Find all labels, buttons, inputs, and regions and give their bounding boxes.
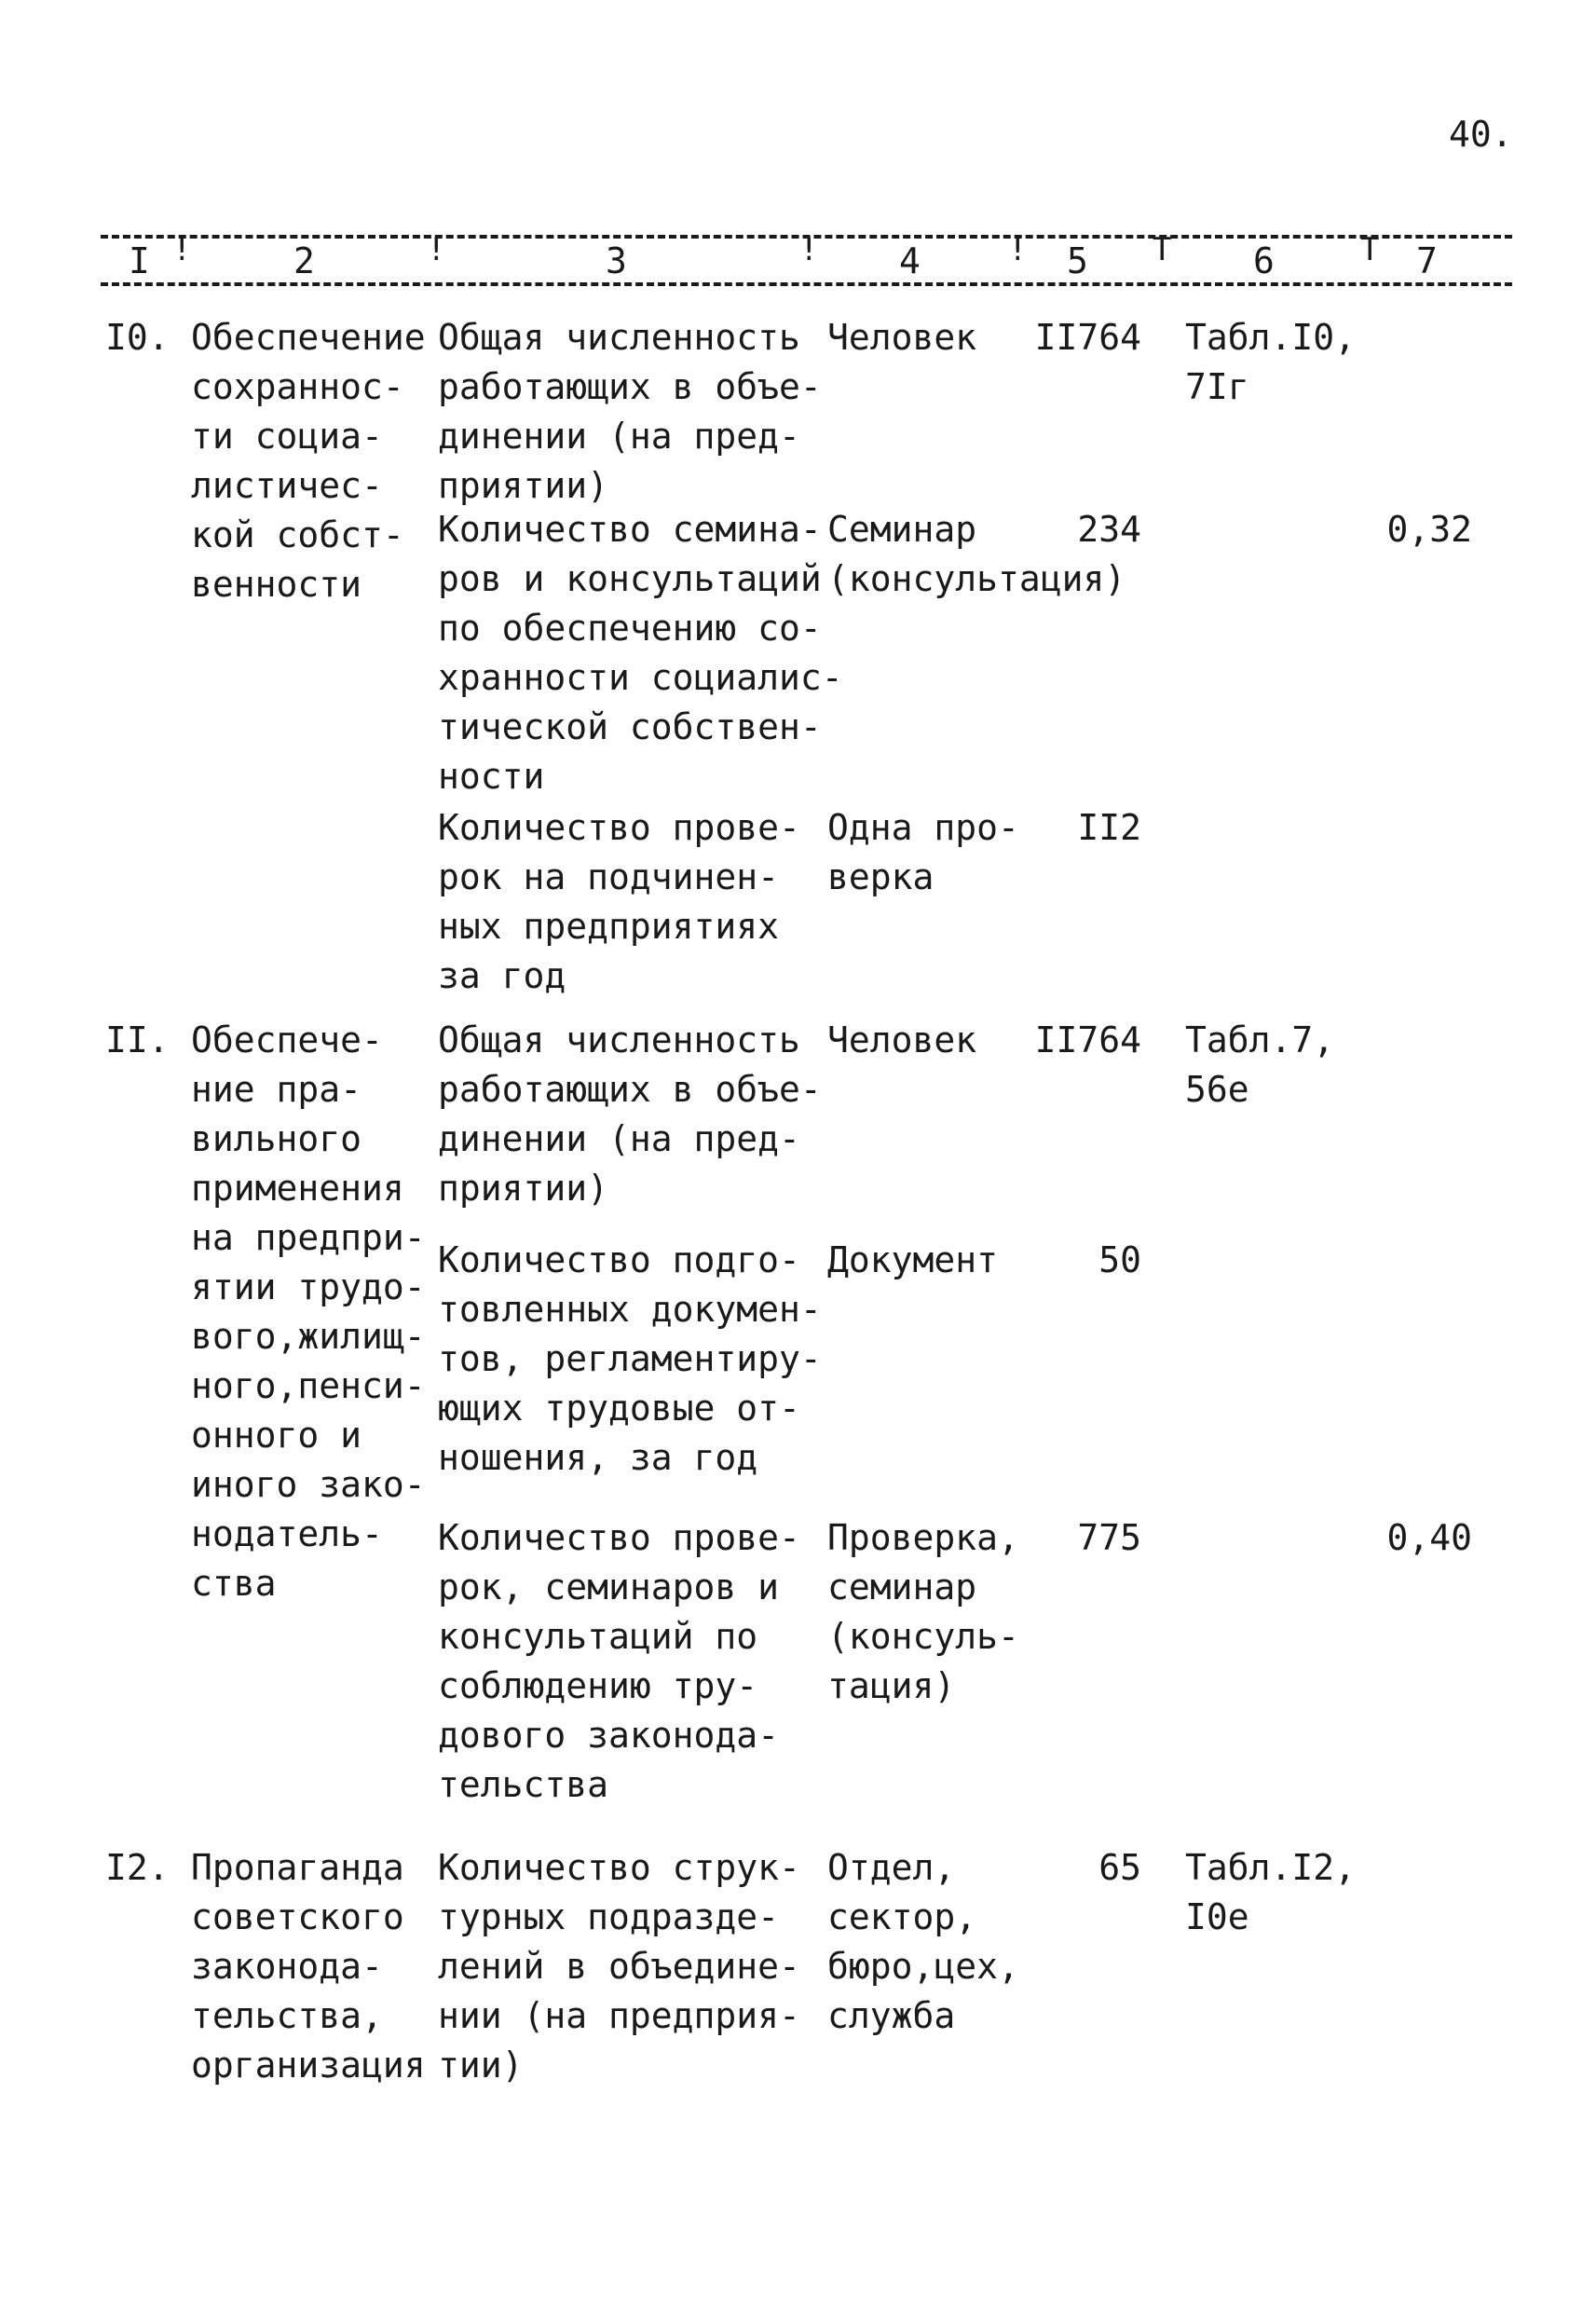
value-text: 775 [1077,1517,1141,1558]
indicator-text: Количество семина- ров и консультаций по обеспечению со- хранности социалис- тической собствен- ности [438,509,843,797]
unit-text: Одна про- верка [827,807,1019,897]
column-header-5: 5 [1067,240,1088,281]
value-text: II764 [1034,1019,1141,1060]
unit-text: Человек [827,317,977,358]
indicator-text: Количество прове- рок, семинаров и консультаций по соблюдению тру- дового законода- тельства [438,1517,800,1805]
value-text: II764 [1034,317,1141,358]
unit-text: Отдел, сектор, бюро,цех, служба [827,1847,1019,2036]
value-text: 50 [1098,1239,1141,1280]
column-separator: T [1153,231,1172,268]
column-header-1: I [129,240,150,281]
header-rule-bottom [101,282,1512,286]
column-header-7: 7 [1416,240,1438,281]
indicator-text: Количество струк- турных подразде- лений в объедине- нии (на предприя- тии) [438,1847,800,2086]
column-header-2: 2 [293,240,315,281]
indicator-text: Количество подго- товленных докумен- тов, регламентиру- ющих трудовые от- ношения, за год [438,1239,822,1478]
source-text: Табл.7, 56е [1185,1019,1335,1110]
unit-text: Проверка, семинар (консуль- тация) [827,1517,1019,1706]
row-number: I2. [105,1847,170,1888]
indicator-text: Общая численность работающих в объе- динении (на пред- приятии) [438,317,822,506]
page-number: 40. [1449,114,1513,155]
row-number: II. [105,1019,170,1060]
column-separator: ! [799,231,819,268]
norm-text: 0,32 [1386,509,1472,550]
column-header-6: 6 [1253,240,1275,281]
indicator-text: Общая численность работающих в объе- динении (на пред- приятии) [438,1019,822,1209]
unit-text: Человек [827,1019,977,1060]
column-separator: ! [1008,231,1028,268]
row-number: I0. [105,317,170,358]
function-name: Обеспечение сохраннос- ти социа- листичес- кой собст- венности [191,317,426,605]
unit-text: Документ [827,1239,999,1280]
norm-text: 0,40 [1386,1517,1472,1558]
column-header-4: 4 [899,240,921,281]
column-header-3: 3 [606,240,627,281]
column-separator: ! [172,231,192,268]
value-text: II2 [1077,807,1141,848]
column-separator: ! [427,231,446,268]
source-text: Табл.I0, 7Iг [1185,317,1357,407]
column-separator: T [1360,231,1380,268]
function-name: Пропаганда советского законода- тельства, организация [191,1847,426,2086]
value-text: 65 [1098,1847,1141,1888]
value-text: 234 [1077,509,1141,550]
unit-text: Семинар (консультация) [827,509,1126,599]
function-name: Обеспече- ние пра- вильного применения на предпри- ятии трудо- вого,жилищ- ного,пенси- онного и иного зако- нодатель- ства [191,1019,426,1604]
indicator-text: Количество прове- рок на подчинен- ных предприятиях за год [438,807,800,996]
source-text: Табл.I2, I0е [1185,1847,1357,1937]
